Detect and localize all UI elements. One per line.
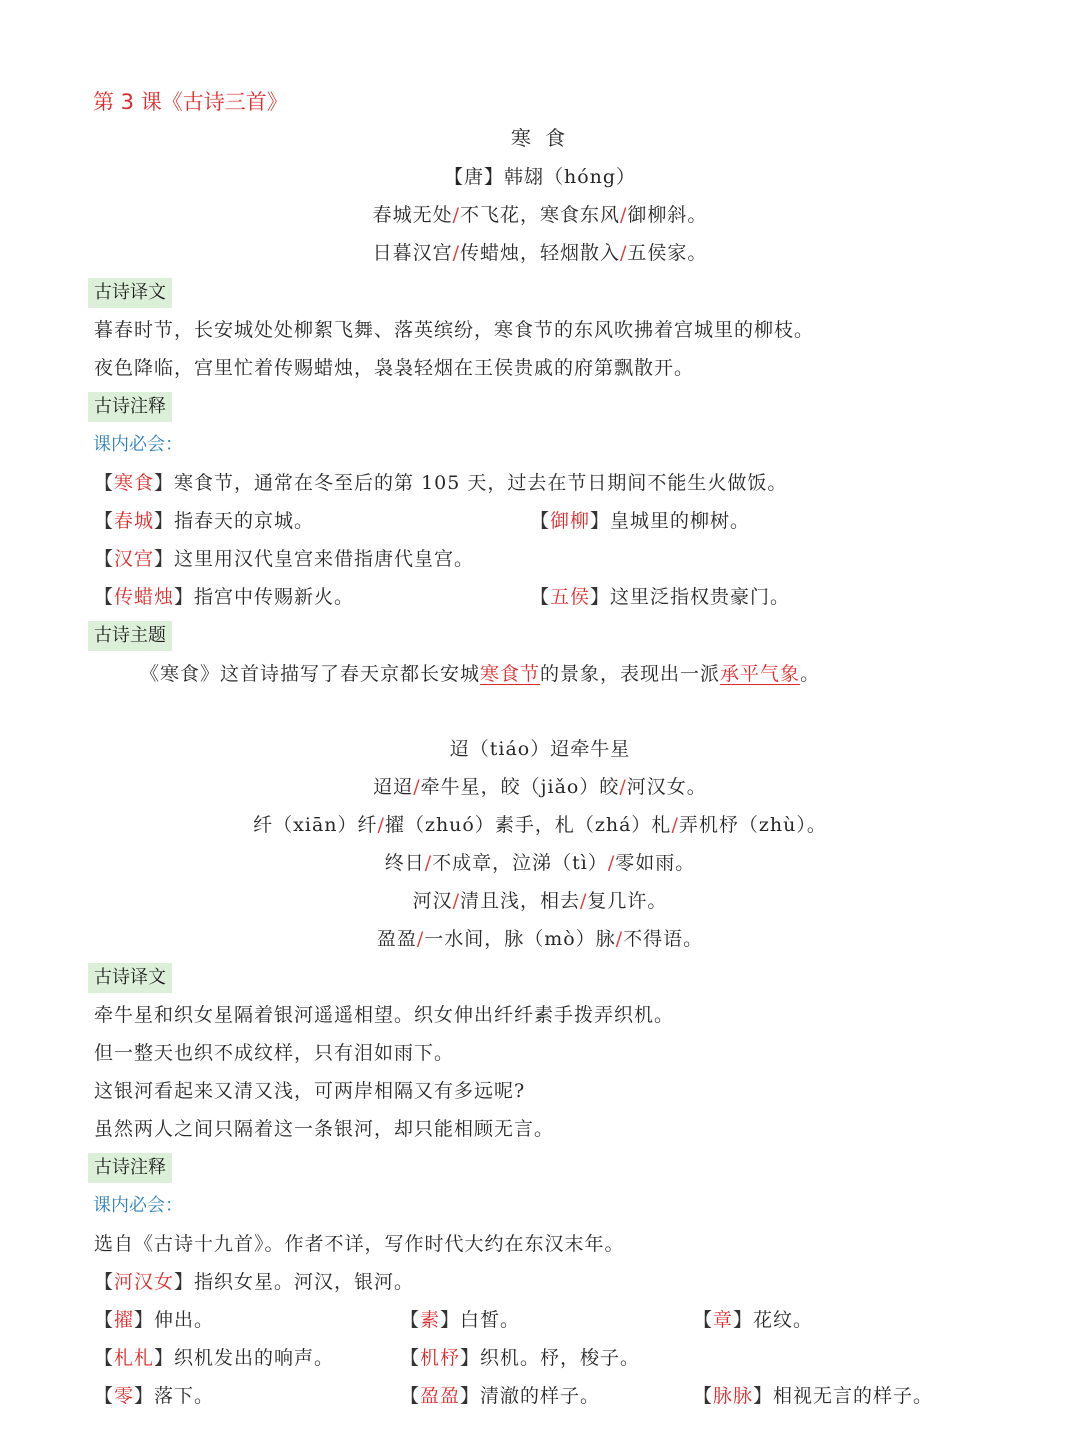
note-yuliu: 【御柳】皇城里的柳树。 xyxy=(530,510,751,532)
note-zhuo: 【擢】伸出。 xyxy=(94,1309,215,1331)
poem1-translation-tag: 古诗译文 xyxy=(88,278,172,308)
note-hangong: 【汉宫】这里用汉代皇宫来借指唐代皇宫。 xyxy=(94,548,475,570)
poem1-author: 【唐】韩翃（hóng） xyxy=(443,166,637,188)
theme-highlight: 寒食节 xyxy=(480,663,541,685)
theme-highlight: 承平气象 xyxy=(720,663,801,685)
poem1-line-2: 日暮汉宫/传蜡烛，轻烟散入/五侯家。 xyxy=(372,242,708,264)
poem2-translation-tag: 古诗译文 xyxy=(88,963,172,993)
note-chuncheng: 【春城】指春天的京城。 xyxy=(94,510,315,532)
note-chuanlazhu: 【传蜡烛】指宫中传赐新火。 xyxy=(94,586,355,608)
note-momo: 【脉脉】相视无言的样子。 xyxy=(693,1385,934,1407)
poem2-translation-line: 这银河看起来又清又浅，可两岸相隔又有多远呢? xyxy=(94,1080,526,1102)
poem2-title: 迢（tiáo）迢牵牛星 xyxy=(449,738,631,760)
note-su: 【素】白皙。 xyxy=(400,1309,521,1331)
note-hanshi: 【寒食】寒食节，通常在冬至后的第 105 天，过去在节日期间不能生火做饭。 xyxy=(94,472,788,494)
poem2-notes-tag: 古诗注释 xyxy=(88,1153,172,1183)
note-jizhu: 【机杼】织机。杼，梭子。 xyxy=(400,1347,641,1369)
poem2-line: 终日/不成章，泣涕（tì）/零如雨。 xyxy=(384,852,696,874)
note-hehannv: 【河汉女】指织女星。河汉，银河。 xyxy=(94,1271,415,1293)
poem2-source: 选自《古诗十九首》。作者不详，写作时代大约在东汉末年。 xyxy=(94,1233,625,1255)
note-zhazha: 【札札】织机发出的响声。 xyxy=(94,1347,335,1369)
lesson-title: 第 3 课《古诗三首》 xyxy=(93,90,288,114)
poem2-line: 纤（xiān）纤/擢（zhuó）素手，札（zhá）札/弄机杼（zhù）。 xyxy=(253,814,827,836)
poem2-line: 迢迢/牵牛星，皎（jiǎo）皎/河汉女。 xyxy=(373,776,707,798)
poem2-notes-subheading: 课内必会： xyxy=(93,1195,183,1216)
poem1-translation-line: 夜色降临，宫里忙着传赐蜡烛，袅袅轻烟在王侯贵戚的府第飘散开。 xyxy=(94,357,695,379)
poem1-notes-subheading: 课内必会： xyxy=(93,434,183,455)
note-ling: 【零】落下。 xyxy=(94,1385,215,1407)
poem2-translation-line: 虽然两人之间只隔着这一条银河，却只能相顾无言。 xyxy=(94,1118,555,1140)
poem1-theme-tag: 古诗主题 xyxy=(88,621,172,651)
poem1-title: 寒 食 xyxy=(510,126,570,150)
poem1-translation-line: 暮春时节，长安城处处柳絮飞舞、落英缤纷，寒食节的东风吹拂着宫城里的柳枝。 xyxy=(94,319,815,341)
poem2-line: 盈盈/一水间，脉（mò）脉/不得语。 xyxy=(376,928,704,950)
note-zhang: 【章】花纹。 xyxy=(693,1309,814,1331)
note-wuhou: 【五侯】这里泛指权贵豪门。 xyxy=(530,586,791,608)
poem2-line: 河汉/清且浅，相去/复几许。 xyxy=(412,890,668,912)
poem2-translation-line: 但一整天也织不成纹样，只有泪如雨下。 xyxy=(94,1042,455,1064)
poem1-theme: 《寒食》这首诗描写了春天京都长安城寒食节的景象，表现出一派承平气象。 xyxy=(140,663,821,685)
poem1-line-1: 春城无处/不飞花，寒食东风/御柳斜。 xyxy=(372,204,708,226)
poem2-translation-line: 牵牛星和织女星隔着银河遥遥相望。织女伸出纤纤素手拨弄织机。 xyxy=(94,1004,675,1026)
note-yingying: 【盈盈】清澈的样子。 xyxy=(400,1385,601,1407)
poem1-notes-tag: 古诗注释 xyxy=(88,392,172,422)
